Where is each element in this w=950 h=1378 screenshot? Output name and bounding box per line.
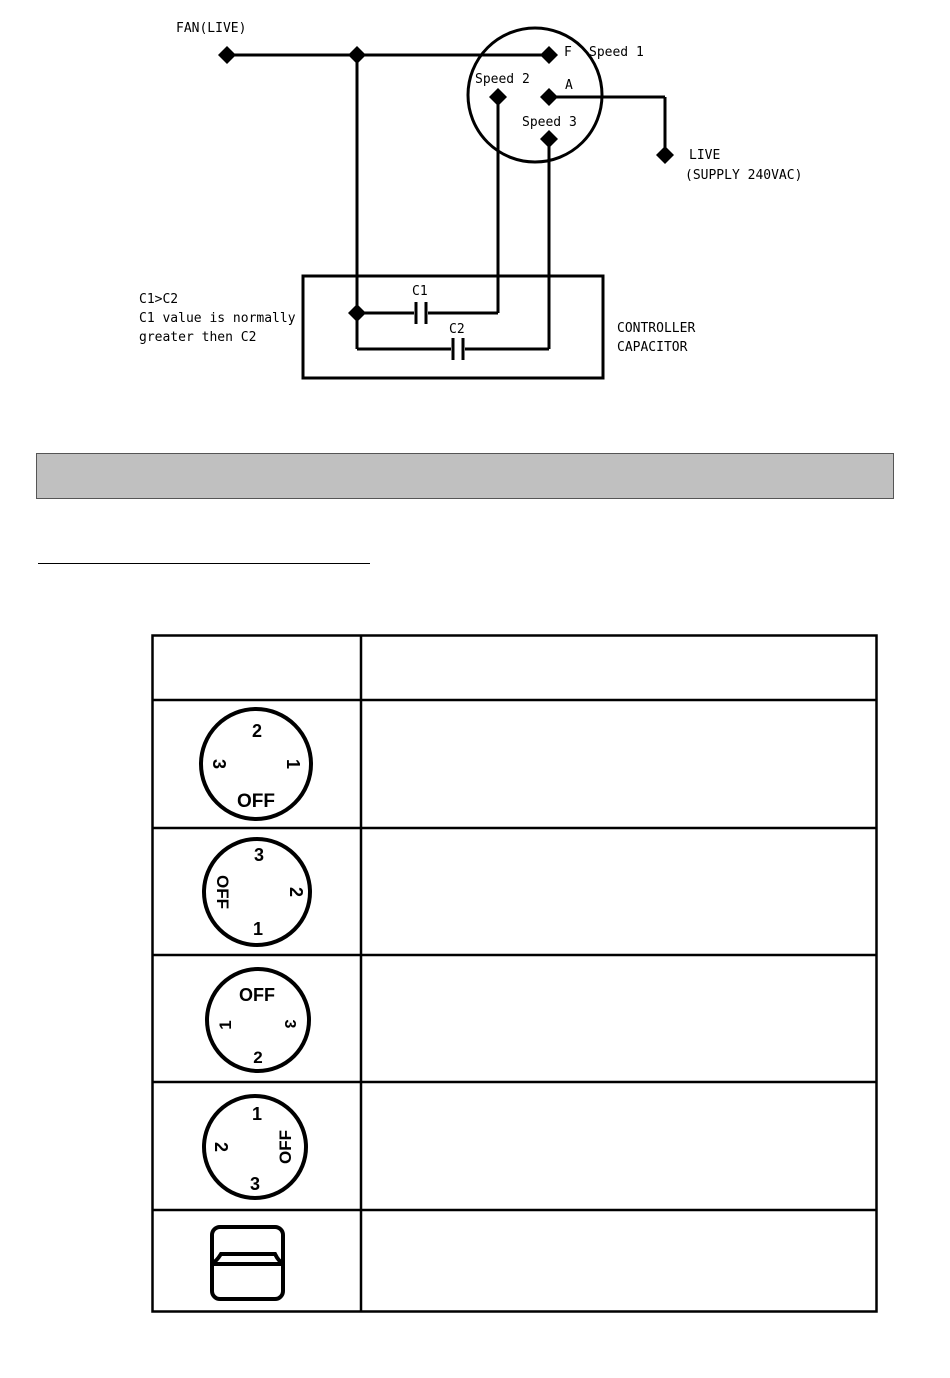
dial-position-icon (204, 1096, 306, 1198)
live-supply-node (656, 146, 674, 164)
controller-label: CONTROLLER (617, 321, 696, 336)
c1-label: C1 (412, 284, 428, 299)
capacitor-note-line-2: C1 value is normally (139, 311, 296, 326)
svg-text:3: 3 (209, 758, 229, 770)
capacitor-note-line-1: C1>C2 (139, 292, 179, 307)
terminal-f-label: F (564, 45, 572, 60)
c2-label: C2 (449, 322, 465, 337)
capacitor-label: CAPACITOR (617, 340, 688, 355)
switch-table-grid (151, 634, 878, 1313)
live-label: LIVE (689, 148, 721, 163)
rocker-switch-icon (212, 1227, 283, 1299)
svg-text:1: 1 (251, 1104, 263, 1124)
svg-text:2: 2 (286, 886, 306, 898)
svg-text:1: 1 (252, 919, 264, 939)
speed-2-label: Speed 2 (475, 72, 530, 87)
dial-position-icon (201, 709, 311, 819)
section-heading-band (36, 453, 894, 499)
speed-3-label: Speed 3 (522, 115, 577, 130)
fan-live-node (218, 46, 236, 64)
dial-position-icon (204, 839, 310, 945)
svg-text:3: 3 (281, 1019, 298, 1029)
svg-text:2: 2 (253, 1048, 263, 1067)
dial-position-icon (207, 969, 309, 1071)
fan-live-label: FAN(LIVE) (176, 21, 247, 36)
capacitor-note-line-3: greater then C2 (139, 330, 257, 345)
svg-text:1: 1 (283, 758, 303, 770)
svg-text:3: 3 (249, 1174, 261, 1194)
fan-wiring-diagram (0, 0, 950, 420)
svg-text:1: 1 (216, 1020, 235, 1030)
svg-text:3: 3 (253, 845, 265, 865)
switch-position-table (151, 634, 878, 1313)
supply-label: (SUPPLY 240VAC) (685, 168, 803, 183)
terminal-a-label: A (565, 78, 573, 93)
svg-text:2: 2 (251, 721, 263, 741)
svg-text:OFF: OFF (213, 875, 232, 909)
svg-text:OFF: OFF (237, 791, 275, 812)
speed-1-label: Speed 1 (589, 45, 644, 60)
svg-text:OFF: OFF (239, 985, 275, 1005)
svg-text:2: 2 (211, 1141, 231, 1153)
svg-text:OFF: OFF (276, 1130, 295, 1164)
subheading-underline (38, 563, 370, 564)
